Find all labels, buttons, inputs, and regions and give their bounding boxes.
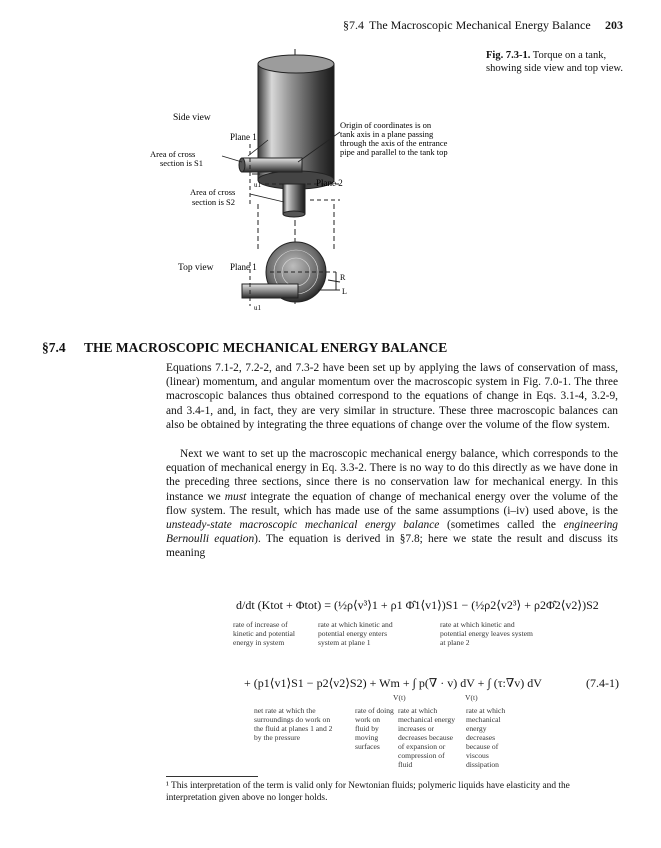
paragraph-2-must: must <box>224 490 247 503</box>
entrance-pipe <box>242 158 302 172</box>
origin-label-d: pipe and parallel to the tank top <box>340 147 448 157</box>
top-view-label: Top view <box>178 263 214 273</box>
header-section: §7.4 <box>343 18 364 32</box>
paragraph-1-text: Equations 7.1-2, 7.2-2, and 7.3-2 have been set up by applying the laws of conservation of mass, (linear) momentum, and angular momentum over the macroscopic system in Fig. 7.0-1. The three macroscopic balances thus obtained correspond to the equations of change in Eqs. 3.1-4, 3.2-9, and 3.4-1, and, in fact, they are very similar in structure. These three macroscopic balances can also be obtained by integrating the three equations of change over the volume of the flow system. <box>166 362 618 431</box>
figure-label: Fig. 7.3-1. <box>486 50 531 61</box>
equation-annotation-1: rate of increase of kinetic and potential energy in system <box>233 620 295 647</box>
integral-1-subscript: V(t) <box>393 693 406 702</box>
section-number: §7.4 <box>42 340 66 355</box>
header-title: The Macroscopic Mechanical Energy Balance <box>369 18 591 32</box>
equation-line-1: d/dt (Ktot + Φtot) = (½ρ⟨v³⟩1 + ρ1 Φ̂1⟨v1⟩)S1 − (½ρ2⟨v2³⟩ + ρ2Φ̂2⟨v2⟩)S2 <box>236 598 599 612</box>
integral-2-subscript: V(t) <box>465 693 478 702</box>
u1-top-label: u1 <box>254 304 261 312</box>
footnote-rule <box>166 776 258 777</box>
u1-label: u1 <box>254 181 261 189</box>
paragraph-2-term2: engineering Bernoulli equation <box>166 519 618 546</box>
section-title: THE MACROSCOPIC MECHANICAL ENERGY BALANCE <box>84 340 448 355</box>
figure-caption <box>486 49 626 75</box>
top-plane1-label: Plane 1 <box>230 262 257 272</box>
paragraph-1 <box>166 361 618 432</box>
plane1-label: Plane 1 <box>230 132 257 142</box>
paragraph-2-part-a: Next we want to set up the macroscopic mechanical energy balance, which corresponds to the equation of mechanical energy in Eq. 3.3-2. There is no way to do this directly as we have done in the preceding three sections, since there is no conservation law for mechanical energy. In this instance we <box>166 448 618 503</box>
tank-figure <box>150 44 480 314</box>
page-number: 203 <box>605 18 623 32</box>
origin-label-b: tank axis in a plane passing <box>340 129 434 139</box>
equation-annotation-4: net rate at which the surroundings do work on the fluid at planes 1 and 2 by the pressure <box>254 706 333 742</box>
l-label: L <box>342 287 347 296</box>
paragraph-2-part-c: (sometimes called the <box>439 519 564 532</box>
paragraph-2-term: unsteady-state macroscopic mechanical energy balance <box>166 519 440 532</box>
area2-label-b: section is S2 <box>192 197 235 207</box>
equation-annotation-5: rate of doing work on fluid by moving surfaces <box>355 706 394 751</box>
equation-number: (7.4-1) <box>586 676 619 690</box>
paragraph-2-part-b: integrate the equation of change of mechanical energy over the volume of the flow system. The result, which has made use of the same assumptions (i–iv) used above, is the <box>166 490 618 517</box>
r-label: R <box>340 273 346 282</box>
exit-pipe <box>283 184 305 214</box>
equation-annotation-7: rate at which mechanical energy decreases because of viscous dissipation <box>466 706 506 769</box>
origin-label-c: through the axis of the entrance <box>340 138 448 148</box>
area1-label-b: section is S1 <box>160 158 203 168</box>
area1-label-a: Area of cross <box>150 149 196 159</box>
figure-caption-text: Torque on a tank, showing side view and top view. <box>486 50 623 74</box>
origin-label-a: Origin of coordinates is on <box>340 120 432 130</box>
equation-annotation-2: rate at which kinetic and potential energy enters system at plane 1 <box>318 620 393 647</box>
plane2-label: Plane 2 <box>316 178 343 188</box>
equation-annotation-3: rate at which kinetic and potential energy leaves system at plane 2 <box>440 620 533 647</box>
area2-label-a: Area of cross <box>190 187 236 197</box>
footnote: ¹ This interpretation of the term is valid only for Newtonian fluids; polymeric liquids have elasticity and the interpretation given above no longer holds. <box>166 781 570 803</box>
paragraph-2-part-d: ). The equation is derived in §7.8; here we state the result and discuss its meaning <box>166 533 618 560</box>
tank-top <box>258 55 334 73</box>
equation-annotation-6: rate at which mechanical energy increases or decreases because of expansion or compression of fluid <box>398 706 455 769</box>
side-view-label: Side view <box>173 113 211 123</box>
equation-line-2: + (p1⟨v1⟩S1 − p2⟨v2⟩S2) + Wm + ∫ p(∇ · v) dV + ∫ (τ:∇v) dV <box>244 676 542 690</box>
paragraph-2 <box>166 447 618 561</box>
